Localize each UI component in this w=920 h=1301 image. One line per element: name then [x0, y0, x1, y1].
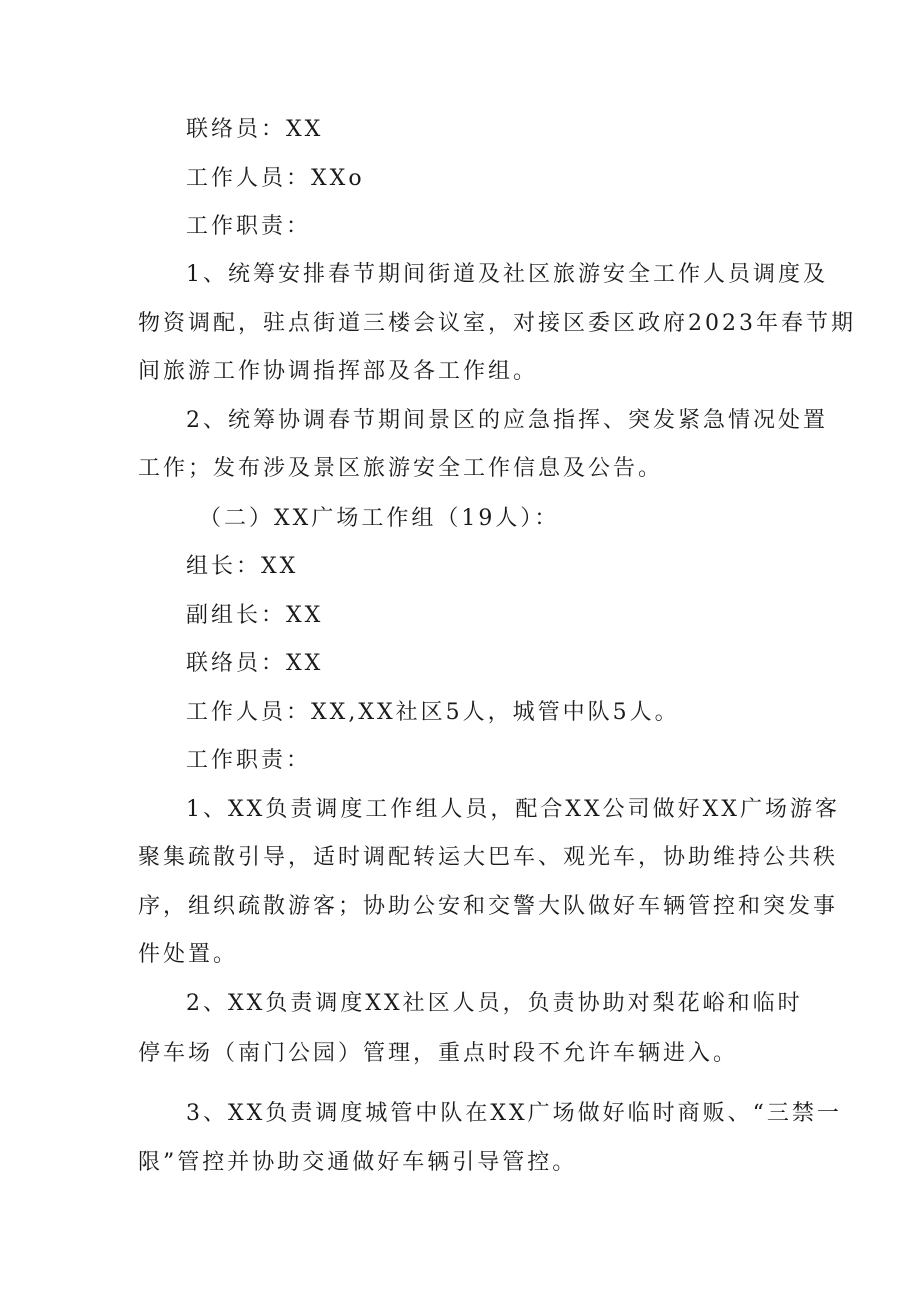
text-line: 工作职责：	[186, 748, 312, 773]
text-line: 限”管控并协助交通做好车辆引导管控。	[138, 1150, 578, 1175]
text-line: 工作人员：XX,XX社区5人，城管中队5人。	[186, 700, 680, 725]
text-line: 序，组织疏散游客；协助公安和交警大队做好车辆管控和突发事	[138, 894, 839, 919]
text-line: 停车场（南门公园）管理，重点时段不允许车辆进入。	[138, 1041, 739, 1066]
text-line: 组长：XX	[186, 554, 299, 579]
text-line: 物资调配，驻点街道三楼会议室，对接区委区政府2023年春节期	[138, 311, 856, 336]
text-line: 工作职责：	[186, 214, 312, 239]
text-line: 联络员：XX	[186, 117, 324, 142]
text-line: 工作；发布涉及景区旅游安全工作信息及公告。	[138, 456, 664, 481]
text-line: 1、XX负责调度工作组人员，配合XX公司做好XX广场游客	[186, 797, 840, 822]
section-heading: （二）XX广场工作组（19人）：	[199, 506, 560, 531]
text-line: 1、统筹安排春节期间街道及社区旅游安全工作人员调度及	[186, 262, 828, 287]
text-line: 2、统筹协调春节期间景区的应急指挥、突发紧急情况处置	[186, 408, 828, 433]
text-line: 副组长：XX	[186, 603, 324, 628]
text-line: 件处置。	[138, 942, 239, 967]
text-line: 3、XX负责调度城管中队在XX广场做好临时商贩、“三禁一	[186, 1101, 842, 1126]
text-line: 联络员：XX	[186, 651, 324, 676]
text-line: 工作人员：XXo	[186, 166, 365, 191]
text-line: 聚集疏散引导，适时调配转运大巴车、观光车，协助维持公共秩	[138, 845, 839, 870]
text-line: 2、XX负责调度XX社区人员，负责协助对梨花峪和临时	[186, 991, 803, 1016]
text-line: 间旅游工作协调指挥部及各工作组。	[138, 359, 539, 384]
